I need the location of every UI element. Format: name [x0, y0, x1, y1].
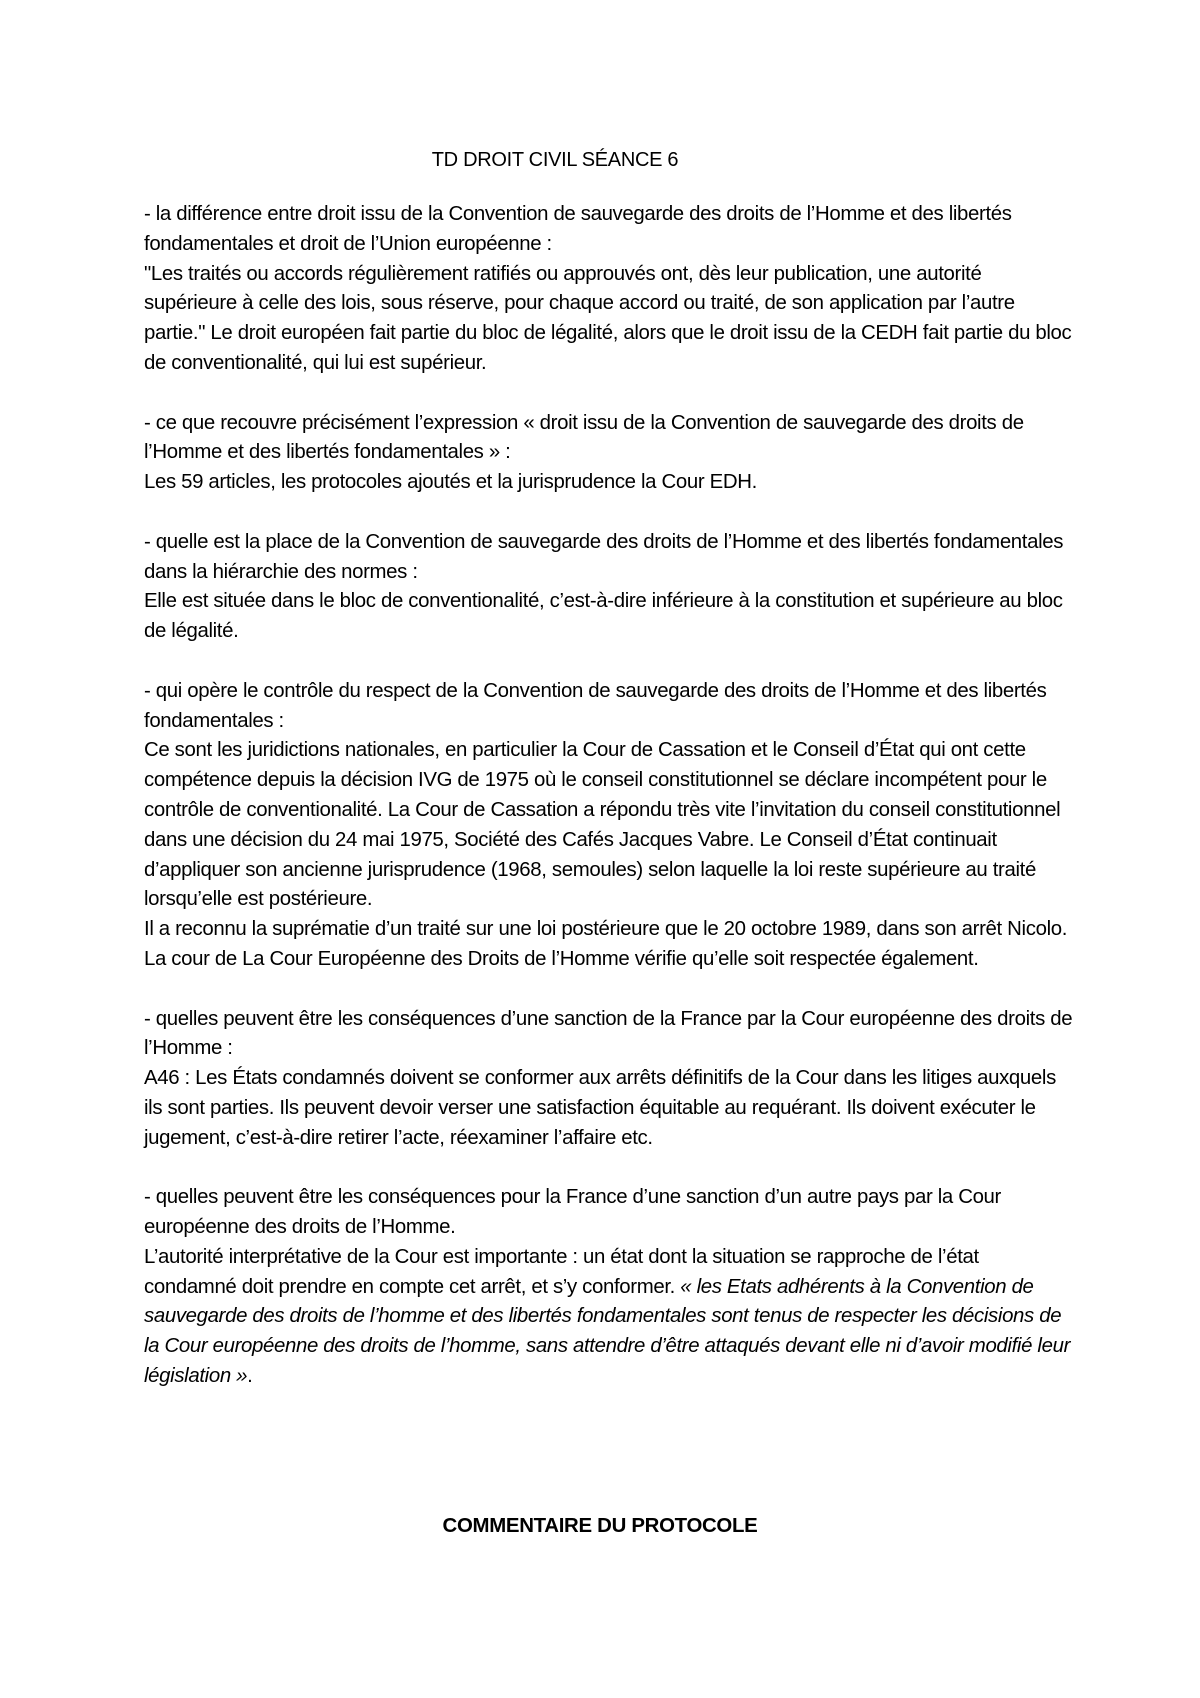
answer-2: Les 59 articles, les protocoles ajoutés et la jurisprudence la Cour EDH. [144, 471, 757, 494]
answer-4-continued: Il a reconnu la suprématie d’un traité sur une loi postérieure que le 20 octobre 1989, dans son arrêt Nicolo. La cour de La Cour Européenne des Droits de l’Homme vérifie qu’elle soit respectée également. [144, 918, 1068, 970]
qa-block-6 [144, 1183, 1074, 1392]
qa-block-2 [144, 409, 1074, 498]
answer-5: A46 : Les États condamnés doivent se conformer aux arrêts définitifs de la Cour dans les litiges auxquels ils sont parties. Ils peuvent devoir verser une satisfaction équitable au requérant. Ils doivent exécuter le jugement, c’est-à-dire retirer l’acte, réexaminer l’affaire etc. [144, 1067, 1056, 1149]
question-5: - quelles peuvent être les conséquences d’une sanction de la France par la Cour européenne des droits de l’Homme : [144, 1007, 1073, 1060]
answer-6-quote: « les Etats adhérents à la Convention de sauvegarde des droits de l’homme et des libertés fondamentales sont tenus de respecter les décisions de la Cour européenne des droits de l’homme, sans attendre d’être attaqués devant elle ni d’avoir modifié leur législation » [144, 1275, 1071, 1388]
answer-6-quote-end: . [247, 1365, 253, 1388]
qa-block-1 [144, 200, 1074, 379]
qa-block-4 [144, 677, 1074, 975]
document-title: TD DROIT CIVIL SÉANCE 6 [431, 149, 679, 171]
qa-block-5 [144, 1005, 1074, 1154]
document-body [144, 200, 1074, 1422]
answer-6-text: L’autorité interprétative de la Cour est importante : un état dont la situation se rapproche de l’état condamné doit prendre en compte cet arrêt, et s’y conformer. [144, 1245, 979, 1298]
answer-3: Elle est située dans le bloc de conventionalité, c’est-à-dire inférieure à la constitution et supérieure au bloc de légalité. [144, 590, 1063, 643]
question-3: - quelle est la place de la Convention de sauvegarde des droits de l’Homme et des libertés fondamentales dans la hiérarchie des normes : [144, 530, 1064, 583]
answer-6 [144, 1243, 1074, 1392]
question-6: - quelles peuvent être les conséquences pour la France d’une sanction d’un autre pays par la Cour européenne des droits de l’Homme. [144, 1186, 1001, 1239]
qa-block-3 [144, 528, 1074, 647]
question-4: - qui opère le contrôle du respect de la Convention de sauvegarde des droits de l’Homme et des libertés fondamentales : [144, 679, 1047, 732]
section-title: COMMENTAIRE DU PROTOCOLE [442, 1515, 758, 1537]
answer-1: "Les traités ou accords régulièrement ratifiés ou approuvés ont, dès leur publication, une autorité supérieure à celle des lois, sous réserve, pour chaque accord ou traité, de son application par l’autre partie." Le droit européen fait partie du bloc de légalité, alors que le droit issu de la CEDH fait partie du bloc de conventionalité, qui lui est supérieur. [144, 262, 1072, 374]
question-1: - la différence entre droit issu de la Convention de sauvegarde des droits de l’Homme et des libertés fondamentales et droit de l’Union européenne : [144, 203, 1012, 255]
question-2: - ce que recouvre précisément l’expression « droit issu de la Convention de sauvegarde des droits de l’Homme et des libertés fondamentales » : [144, 411, 1024, 464]
answer-4: Ce sont les juridictions nationales, en particulier la Cour de Cassation et le Conseil d’État qui ont cette compétence depuis la décision IVG de 1975 où le conseil constitutionnel se déclare incompétent pour le contrôle de conventionalité. La Cour de Cassation a répondu très vite l’invitation du conseil constitutionnel dans une décision du 24 mai 1975, Société des Cafés Jacques Vabre. Le Conseil d’État continuait d’appliquer son ancienne jurisprudence (1968, semoules) selon laquelle la loi reste supérieure au traité lorsqu’elle est postérieure. [144, 739, 1061, 911]
